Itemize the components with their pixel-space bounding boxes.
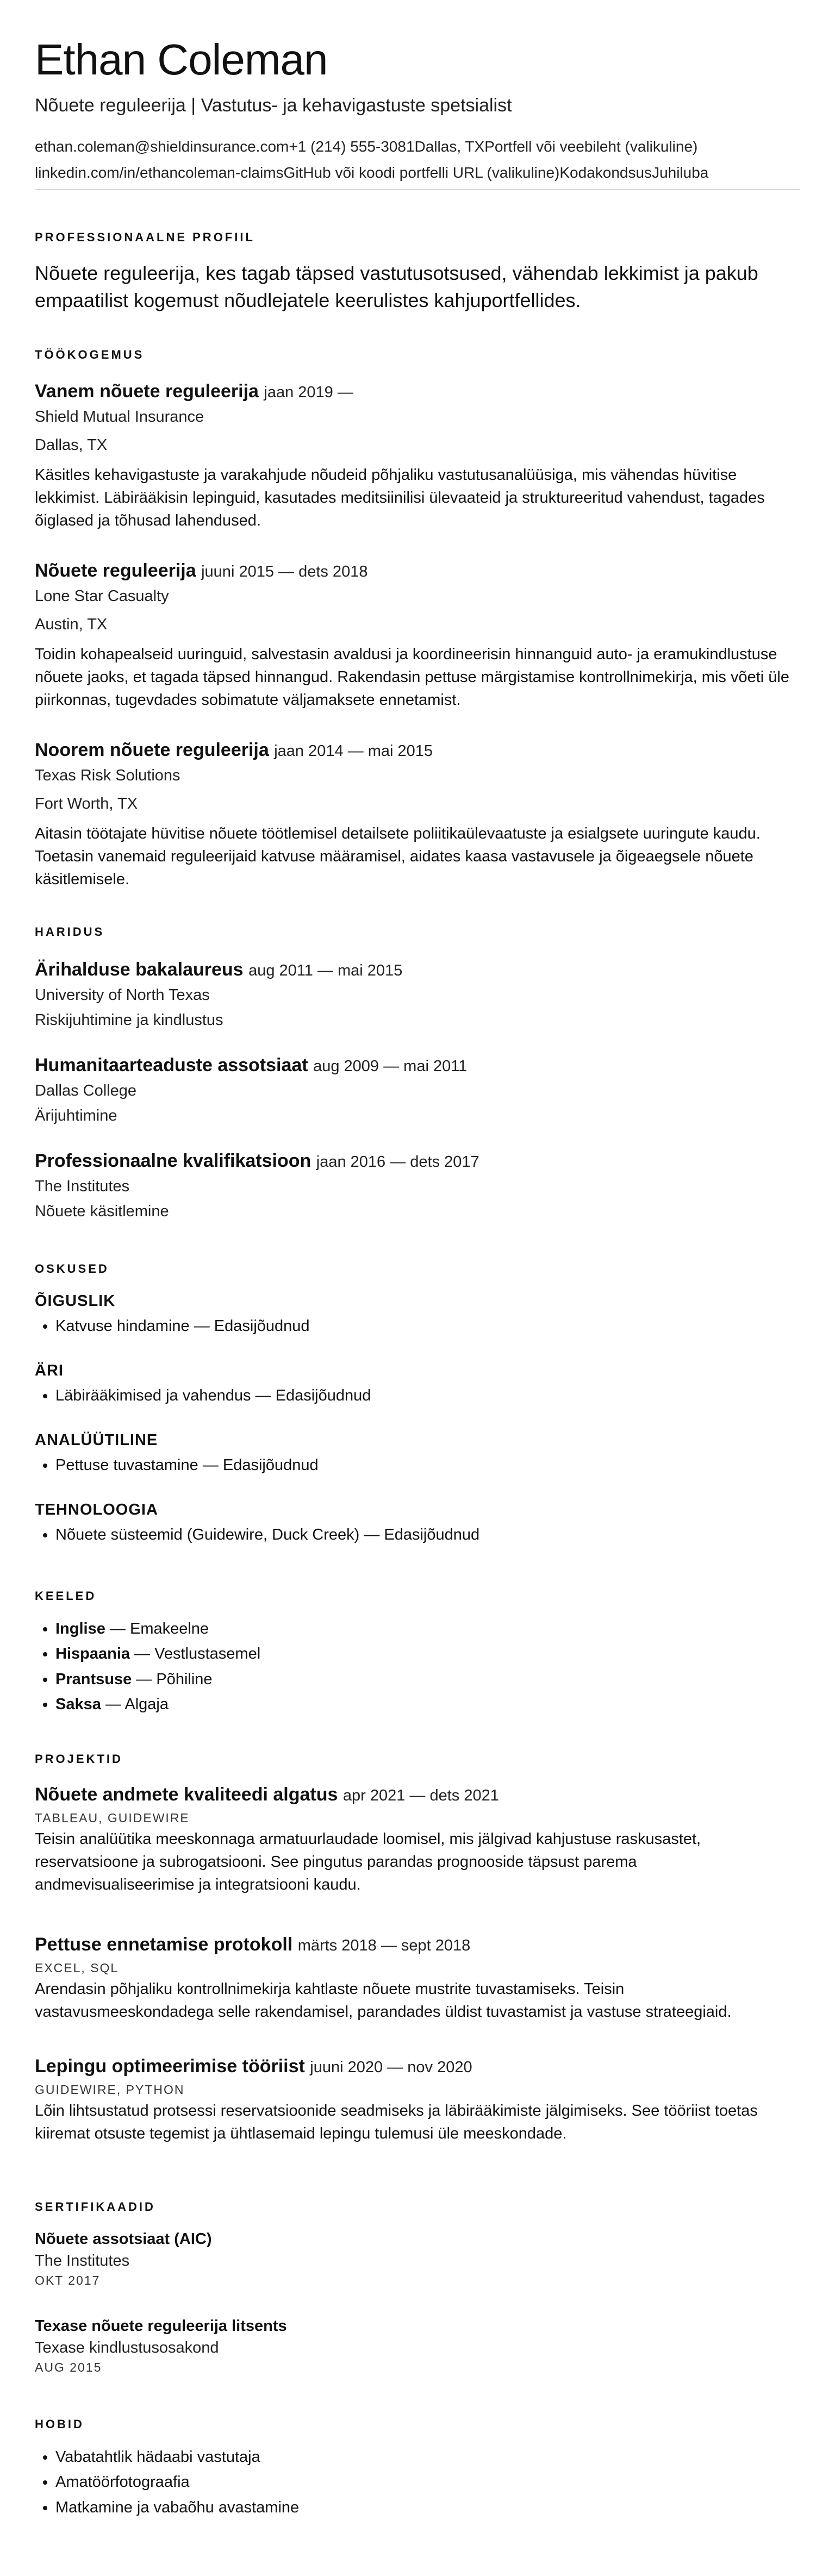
- language-name: Inglise: [55, 1620, 105, 1637]
- project-description: Arendasin põhjaliku kontrollnimekirja kahtlaste nõuete mustrite tuvastamiseks. Teisin vastavusmeeskondadega selle rakendamisel, parandades üldist tuvastamist ja vastuse strateegiaid.: [35, 1980, 732, 2021]
- contact-citizenship: Kodakondsus: [559, 164, 652, 181]
- experience-section: [35, 348, 800, 362]
- project-item: [35, 1783, 800, 1896]
- degree-title: Professionaalne kvalifikatsioon: [35, 1151, 311, 1171]
- project-date: juuni 2020 — nov 2020: [310, 2059, 472, 2076]
- skill-item: • Pettuse tuvastamine — Edasijõudnud: [55, 1453, 800, 1478]
- certification-item: [35, 2230, 800, 2288]
- section-title: KEELED: [35, 1589, 97, 1603]
- project-description: Lõin lihtsustatud protsessi reservatsioonide seadmiseks ja läbirääkimiste jälgimiseks. See tööriist toetas kiiremat otsuste tegemist ja ühtlasemaid lepingu tulemusi üle meeskondade.: [35, 2102, 758, 2142]
- certification-issuer: Texase kindlustusosakond: [35, 2339, 219, 2356]
- skill-item: • Katvuse hindamine — Edasijõudnud: [55, 1314, 800, 1339]
- language-name: Hispaania: [55, 1645, 130, 1663]
- project-description: Teisin analüütika meeskonnaga armatuurlaudade loomisel, mis jälgivad kahjustuse raskusastet, reservatsioone ja subrogatsiooni. See pingutus parandas prognooside täpsust parema andmevisualiseerimise ja integratsiooni kaudu.: [35, 1830, 701, 1893]
- languages-section: [35, 1589, 800, 1717]
- contact-linkedin[interactable]: linkedin.com/in/ethancoleman-claims: [35, 164, 284, 181]
- study-field: Riskijuhtimine ja kindlustus: [35, 1011, 223, 1029]
- language-item: [55, 1667, 800, 1692]
- section-title: PROJEKTID: [35, 1752, 123, 1766]
- section-title: HOBID: [35, 2417, 84, 2431]
- job-location: Dallas, TX: [35, 436, 108, 454]
- candidate-name: Ethan Coleman: [35, 35, 328, 84]
- section-title: PROFESSIONAALNE PROFIIL: [35, 230, 255, 244]
- certification-date: AUG 2015: [35, 2360, 102, 2375]
- projects-section: [35, 1752, 800, 1766]
- skill-group: [35, 1292, 800, 1339]
- degree-date: aug 2011 — mai 2015: [248, 962, 403, 979]
- job-company: Texas Risk Solutions: [35, 766, 180, 784]
- experience-item: [35, 379, 800, 532]
- study-field: Ärijuhtimine: [35, 1107, 117, 1125]
- project-name: Pettuse ennetamise protokoll: [35, 1934, 293, 1955]
- skill-group: [35, 1431, 800, 1478]
- job-title: Noorem nõuete reguleerija: [35, 740, 269, 760]
- hobby-item: • Vabatahtlik hädaabi vastutaja: [55, 2444, 800, 2469]
- job-date: juuni 2015 — dets 2018: [201, 563, 368, 580]
- study-field: Nõuete käsitlemine: [35, 1203, 169, 1221]
- job-title: Nõuete reguleerija: [35, 560, 196, 581]
- project-item: [35, 2054, 800, 2145]
- certification-name: Texase nõuete reguleerija litsents: [35, 2317, 287, 2335]
- section-title: SERTIFIKAADID: [35, 2200, 155, 2214]
- certification-date: OKT 2017: [35, 2273, 101, 2288]
- experience-item: [35, 738, 800, 891]
- profile-text: Nõuete reguleerija, kes tagab täpsed vastutusotsused, vähendab lekkimist ja pakub empaatilist kogemust nõudlejatele keerulistes kahjuportfellides.: [35, 262, 758, 312]
- contact-portfolio[interactable]: Portfell või veebileht (valikuline): [484, 138, 698, 155]
- school-name: The Institutes: [35, 1177, 130, 1195]
- section-title: HARIDUS: [35, 925, 105, 939]
- skill-group-name: ÄRI: [35, 1362, 64, 1379]
- profile-section: [35, 230, 800, 315]
- job-description: Käsitles kehavigastuste ja varakahjude nõudeid põhjaliku vastutusanalüüsiga, mis vähendas hüvitise lekkimist. Läbirääkisin lepinguid, kasutades meditsiinilisi ülevaateid ja struktureeritud vahendust, tagades õiglased ja tõhusad lahendused.: [35, 466, 765, 529]
- header-divider: [35, 189, 800, 190]
- skill-group: [35, 1362, 800, 1408]
- hobby-item: • Amatöörfotograafia: [55, 2469, 800, 2494]
- certifications-section: [35, 2200, 800, 2214]
- language-item: [55, 1616, 800, 1641]
- job-location: Fort Worth, TX: [35, 795, 138, 813]
- school-name: Dallas College: [35, 1081, 136, 1099]
- skill-group-name: ÕIGUSLIK: [35, 1292, 116, 1310]
- skill-group-name: ANALÜÜTILINE: [35, 1431, 158, 1449]
- project-date: märts 2018 — sept 2018: [297, 1937, 471, 1954]
- language-level: — Vestlustasemel: [130, 1645, 261, 1663]
- degree-date: jaan 2016 — dets 2017: [316, 1153, 479, 1171]
- project-tags: EXCEL, SQL: [35, 1960, 119, 1975]
- contact-row-1: [35, 137, 697, 157]
- language-name: Prantsuse: [55, 1670, 132, 1688]
- contact-location: Dallas, TX: [414, 138, 485, 155]
- project-name: Lepingu optimeerimise tööriist: [35, 2056, 305, 2077]
- education-item: [35, 1149, 800, 1224]
- hobbies-section: [35, 2417, 800, 2520]
- section-title: OSKUSED: [35, 1262, 109, 1276]
- school-name: University of North Texas: [35, 986, 210, 1004]
- section-title: TÖÖKOGEMUS: [35, 348, 145, 361]
- resume-header: [35, 35, 800, 117]
- certification-name: Nõuete assotsiaat (AIC): [35, 2230, 212, 2248]
- contact-phone[interactable]: +1 (214) 555-3081: [289, 138, 415, 155]
- project-tags: TABLEAU, GUIDEWIRE: [35, 1810, 190, 1825]
- language-level: — Emakeelne: [105, 1620, 209, 1637]
- hobby-item: • Matkamine ja vabaõhu avastamine: [55, 2495, 800, 2520]
- project-date: apr 2021 — dets 2021: [342, 1787, 499, 1804]
- job-date: jaan 2014 — mai 2015: [274, 742, 433, 760]
- language-level: — Põhiline: [132, 1670, 213, 1688]
- language-name: Saksa: [55, 1696, 101, 1714]
- skill-item: • Läbirääkimised ja vahendus — Edasijõudnud: [55, 1383, 800, 1408]
- skill-item: • Nõuete süsteemid (Guidewire, Duck Creek) — Edasijõudnud: [55, 1522, 800, 1547]
- project-item: [35, 1933, 800, 2023]
- certification-item: [35, 2317, 800, 2375]
- degree-date: aug 2009 — mai 2011: [313, 1058, 468, 1075]
- contact-row-2: [35, 163, 708, 183]
- education-item: [35, 1053, 800, 1129]
- language-item: [55, 1641, 800, 1666]
- contact-github[interactable]: GitHub või koodi portfelli URL (valikuline): [283, 164, 560, 181]
- contact-license: Juhiluba: [652, 164, 709, 181]
- education-section: [35, 925, 800, 939]
- experience-item: [35, 559, 800, 711]
- job-company: Shield Mutual Insurance: [35, 408, 204, 426]
- job-description: Toidin kohapealseid uuringuid, salvestasin avaldusi ja koordineerisin hinnanguid auto- ja eramukindlustuse nõuete jaoks, et tagada täpsed hinnangud. Rakendasin pettuse märgistamise kontrollnimekirja, mis võeti üle piirkonnas, tugevdades sobimatute väljamaksete ennetamist.: [35, 645, 789, 709]
- job-description: Aitasin töötajate hüvitise nõuete töötlemisel detailsete poliitikaülevaatuste ja esialgsete uuringute kaudu. Toetasin vanemaid reguleerijaid katvuse määramisel, aidates kaasa vastavusele ja õigeaegsele nõuete käsitlemisele.: [35, 824, 761, 888]
- job-location: Austin, TX: [35, 616, 108, 634]
- skill-group-name: TEHNOLOOGIA: [35, 1501, 158, 1518]
- contact-email[interactable]: ethan.coleman@shieldinsurance.com: [35, 138, 289, 155]
- language-level: — Algaja: [101, 1696, 169, 1714]
- job-company: Lone Star Casualty: [35, 587, 169, 605]
- skills-section: [35, 1262, 800, 1276]
- project-name: Nõuete andmete kvaliteedi algatus: [35, 1784, 338, 1805]
- language-item: [55, 1692, 800, 1717]
- job-date: jaan 2019 —: [264, 384, 353, 401]
- skill-group: [35, 1501, 800, 1547]
- degree-title: Humanitaarteaduste assotsiaat: [35, 1055, 308, 1076]
- education-item: [35, 958, 800, 1033]
- certification-issuer: The Institutes: [35, 2252, 130, 2269]
- job-title: Vanem nõuete reguleerija: [35, 381, 259, 402]
- project-tags: GUIDEWIRE, PYTHON: [35, 2082, 185, 2097]
- degree-title: Ärihalduse bakalaureus: [35, 959, 244, 980]
- candidate-headline: Nõuete reguleerija | Vastutus- ja kehavigastuste spetsialist: [35, 95, 512, 116]
